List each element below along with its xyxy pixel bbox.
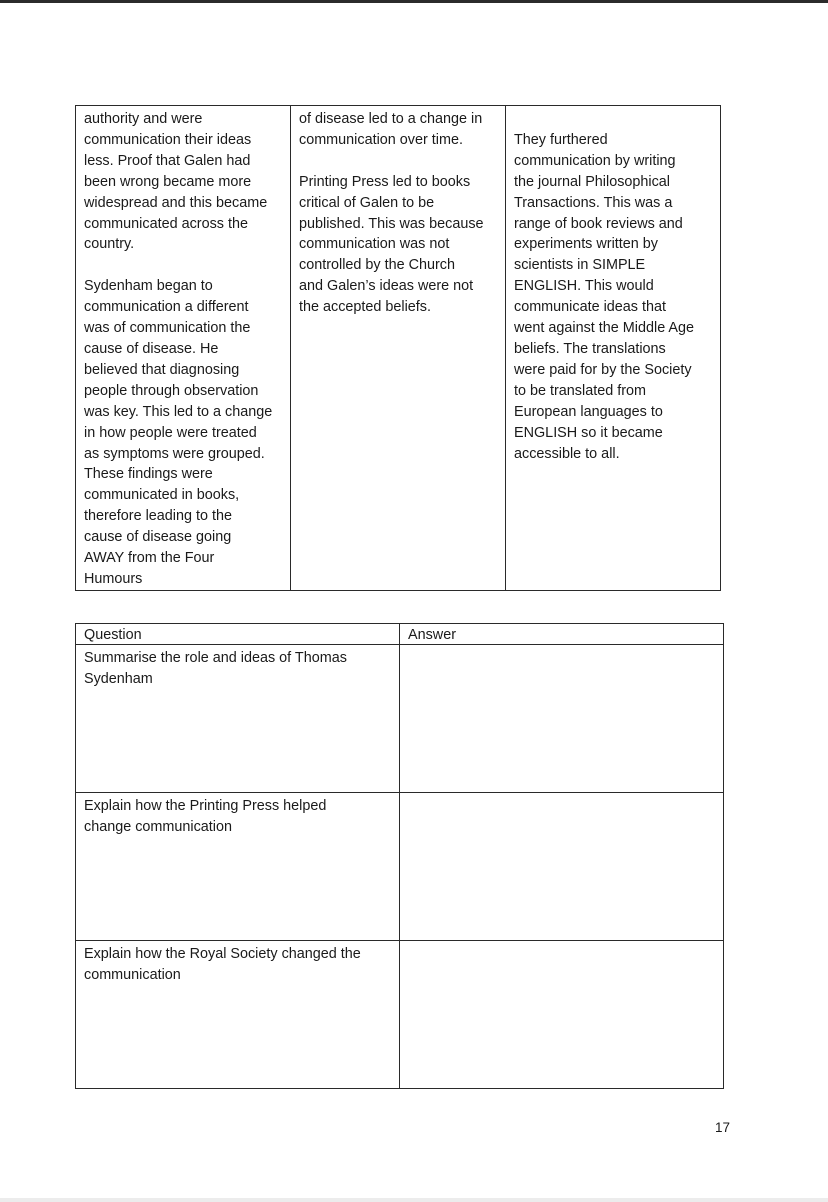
notes-cell-col3 [506,106,721,591]
notes-table [75,105,721,591]
table-row [76,645,724,793]
qa-header-row [76,624,724,645]
answer-text [400,941,723,944]
answer-header-cell [400,624,724,645]
answer-header: Answer [408,627,456,643]
top-border-line [0,0,828,3]
page-number: 17 [714,1120,730,1135]
notes-cell-col2 [291,106,506,591]
question-answer-table [75,623,724,1089]
question-cell [76,793,400,941]
answer-cell[interactable] [400,941,724,1089]
bottom-edge [0,1198,828,1202]
question-cell [76,941,400,1089]
notes-cell-col1 [76,106,291,591]
table-row [76,793,724,941]
answer-cell[interactable] [400,793,724,941]
question-header-cell [76,624,400,645]
notes-text-col2: of disease led to a change in communication over time. Printing Press led to books critical of Galen to be published. This was because communication was not controlled by the Church and Galen’s ideas were not the accepted beliefs. [299,111,484,316]
notes-text-col1: authority and were communication their ideas less. Proof that Galen had been wrong became more widespread and this became communicated across the country. Sydenham began to communication a different was of communication the cause of disease. He believed that diagnosing people through observation was key. This led to a change in how people were treated as symptoms were grouped. These findings were communicated in books, therefore leading to the cause of disease going AWAY from the Four Humours [84,111,273,587]
notes-row [76,106,721,591]
question-text: Explain how the Royal Society changed the communication [84,946,361,983]
question-text: Summarise the role and ideas of Thomas Sydenham [84,650,347,687]
question-cell [76,645,400,793]
table-row [76,941,724,1089]
answer-cell[interactable] [400,645,724,793]
question-text: Explain how the Printing Press helped change communication [84,798,327,835]
question-header: Question [84,627,142,643]
answer-text [400,793,723,796]
notes-text-col3: They furthered communication by writing the journal Philosophical Transactions. This was a range of book reviews and experiments written by scientists in SIMPLE ENGLISH. This would communicate ideas that went against the Middle Age beliefs. The translations were paid for by the Society to be translated from European languages to ENGLISH so it became accessible to all. [514,131,695,462]
answer-text [400,645,723,648]
